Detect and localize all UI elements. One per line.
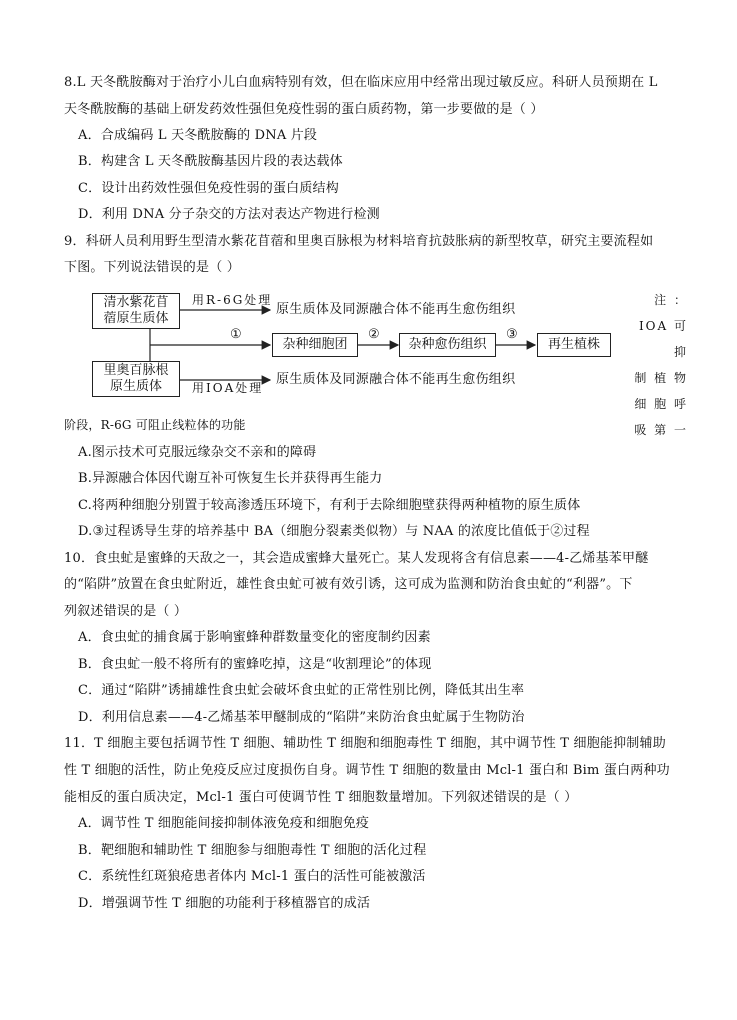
q11-option-c: C．系统性红斑狼疮患者体内 Mcl-1 蛋白的活性可能被激活 (78, 869, 426, 884)
side-note-line-2: IOA 可 抑 (638, 319, 688, 359)
box-regenerated-plant: 再生植株 (537, 333, 611, 357)
side-note-line-3: 制 植 物 (634, 371, 688, 385)
q9-stem-line1: 9．科研人员利用野生型清水紫花苜蓿和里奥百脉根为材料培育抗鼓胀病的新型牧草，研究主要流程如 (64, 234, 654, 249)
step3-marker: ③ (506, 327, 520, 342)
q9-option-b: B.异源融合体因代谢互补可恢复生长并获得再生能力 (78, 471, 383, 486)
step1-marker: ① (230, 327, 244, 342)
q11-stem-line2: 性 T 细胞的活性，防止免疫反应过度损伤自身。调节性 T 细胞的数量由 Mcl-1 蛋白和 Bim 蛋白两种功 (64, 763, 670, 778)
box-alfalfa-protoplast (92, 293, 180, 329)
box-lotus-label-1: 里奥百脉根 (103, 363, 169, 378)
side-note-line-4: 细 胞 呼 (634, 397, 688, 411)
box-lotus-label-2: 原生质体 (109, 379, 162, 394)
q9-option-a: A.图示技术可克服远缘杂交不亲和的障碍 (78, 445, 317, 460)
box-lotus-protoplast (92, 361, 180, 397)
box-hybrid-callus: 杂种愈伤组织 (399, 333, 496, 357)
result-top: 原生质体及同源融合体不能再生愈伤组织 (276, 302, 516, 317)
q11-option-d: D．增强调节性 T 细胞的功能利于移植器官的成活 (78, 896, 371, 911)
q8-stem-line2: 天冬酰胺酶的基础上研发药效性强但免疫性弱的蛋白质药物，第一步要做的是（ ） (64, 102, 544, 117)
q10-stem-line1: 10．食虫虻是蜜蜂的天敌之一，其会造成蜜蜂大量死亡。某人发现将含有信息素——4-乙烯基苯甲醚 (64, 551, 649, 566)
q10-option-b: B．食虫虻一般不将所有的蜜蜂吃掉，这是“收割理论”的体现 (78, 657, 432, 672)
side-note-line-5: 吸 第 一 (634, 423, 688, 437)
q11-option-b: B．靶细胞和辅助性 T 细胞参与细胞毒性 T 细胞的活化过程 (78, 843, 427, 858)
side-note (628, 287, 688, 443)
q9-note-tail: 阶段，R-6G 可阻止线粒体的功能 (64, 418, 246, 432)
box-alfalfa-label-1: 清水紫花苜 (103, 295, 169, 310)
q8-stem-line1: 8.L 天冬酰胺酶对于治疗小儿白血病特别有效，但在临床应用中经常出现过敏反应。科研人员预期在 L (64, 75, 658, 90)
q10-stem-line3: 列叙述错误的是（ ） (64, 604, 188, 619)
q10-option-c: C．通过“陷阱”诱捕雄性食虫虻会破坏食虫虻的正常性别比例，降低其出生率 (78, 683, 525, 698)
side-note-line-1: 注 ： (654, 293, 688, 307)
q8-option-c: C．设计出药效性强但免疫性弱的蛋白质结构 (78, 181, 339, 196)
q10-option-a: A．食虫虻的捕食属于影响蜜蜂种群数量变化的密度制约因素 (78, 630, 431, 645)
step2-marker: ② (368, 327, 382, 342)
q9-option-c: C.将两种细胞分别置于较高渗透压环境下，有利于去除细胞壁获得两种植物的原生质体 (78, 498, 581, 513)
q11-stem-line3: 能相反的蛋白质决定，Mcl-1 蛋白可使调节性 T 细胞数量增加。下列叙述错误的是（ ） (64, 790, 578, 805)
q8-option-b: B．构建含 L 天冬酰胺酶基因片段的表达载体 (78, 154, 343, 169)
box-hybrid-cell-mass: 杂种细胞团 (272, 333, 358, 357)
q9-option-d: D.③过程诱导生芽的培养基中 BA（细胞分裂素类似物）与 NAA 的浓度比值低于②过程 (78, 524, 590, 539)
result-bottom: 原生质体及同源融合体不能再生愈伤组织 (276, 372, 516, 387)
q10-option-d: D．利用信息素——4-乙烯基苯甲醚制成的“陷阱”来防治食虫虻属于生物防治 (78, 710, 525, 725)
box-alfalfa-label-2: 蓿原生质体 (103, 311, 169, 326)
q8-option-a: A．合成编码 L 天冬酰胺酶的 DNA 片段 (78, 128, 318, 143)
label-r6g-treatment: 用R-6G处理 (192, 293, 273, 307)
q11-stem-line1: 11．T 细胞主要包括调节性 T 细胞、辅助性 T 细胞和细胞毒性 T 细胞，其中调节性 T 细胞能抑制辅助 (64, 736, 666, 751)
label-ioa-treatment: 用IOA处理 (192, 381, 264, 395)
q9-stem-line2: 下图。下列说法错误的是（ ） (64, 260, 240, 275)
q8-option-d: D．利用 DNA 分子杂交的方法对表达产物进行检测 (78, 207, 380, 222)
q11-option-a: A．调节性 T 细胞能间接抑制体液免疫和细胞免疫 (78, 816, 370, 831)
q10-stem-line2: 的“陷阱”放置在食虫虻附近，雄性食虫虻可被有效引诱，这可成为监测和防治食虫虻的“利器”。下 (64, 577, 633, 592)
